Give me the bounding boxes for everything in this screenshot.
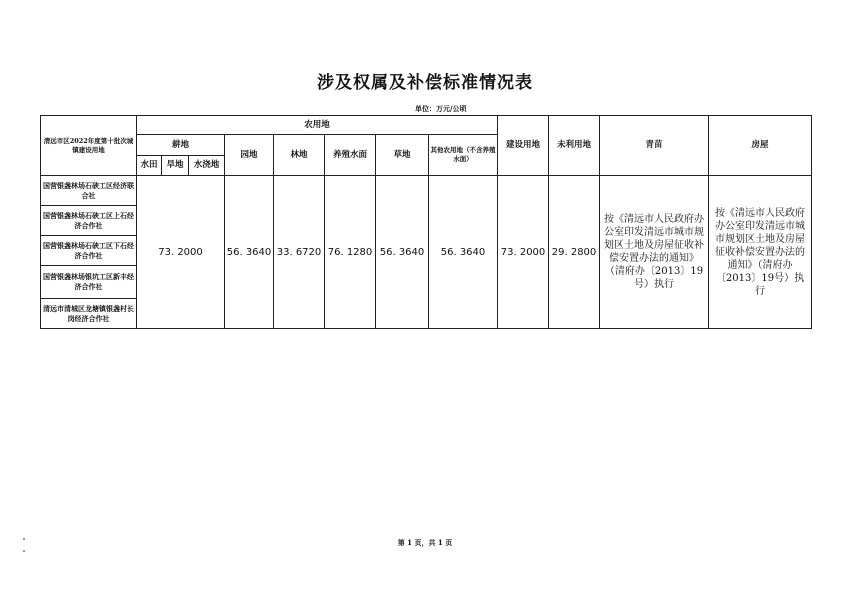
aquaculture-value: 76. 1280 <box>325 176 376 329</box>
paddy-header: 水田 <box>137 156 162 176</box>
compensation-table <box>40 115 812 329</box>
row-name: 国营银盏林场石硖工区下石经济合作社 <box>41 236 137 266</box>
aquaculture-header: 养殖水面 <box>325 135 376 176</box>
other-agri-header: 其他农用地（不含养殖水面） <box>429 135 498 176</box>
other-agri-value: 56. 3640 <box>429 176 498 329</box>
page-footer: 第 1 页，共 1 页 <box>397 538 453 547</box>
construction-header: 建设用地 <box>498 116 549 176</box>
agri-land-header: 农用地 <box>137 116 498 135</box>
housing-header: 房屋 <box>709 116 812 176</box>
unused-header: 未利用地 <box>549 116 600 176</box>
cultivated-value: 73. 2000 <box>137 176 225 329</box>
cultivated-header: 耕地 <box>137 135 225 156</box>
garden-value: 56. 3640 <box>225 176 274 329</box>
row-name: 国营银盏林场石硖工区经济联合社 <box>41 176 137 206</box>
housing-note: 按《清远市人民政府办公室印发清远市城市规划区土地及房屋征收补偿安置办法的通知》（清府办〔2013〕19号）执行 <box>709 176 812 329</box>
crops-note: 按《清远市人民政府办公室印发清远市城市规划区土地及房屋征收补偿安置办法的通知》（清府办〔2013〕19号）执行 <box>600 176 709 329</box>
forest-value: 33. 6720 <box>274 176 325 329</box>
crops-header: 青苗 <box>600 116 709 176</box>
corner-header: 清远市区2022年度第十批次城镇建设用地 <box>41 116 137 176</box>
unused-value: 29. 2800 <box>549 176 600 329</box>
table-row <box>41 176 812 206</box>
unit-label: 单位：万元/公顷 <box>415 104 467 113</box>
scan-speck <box>23 550 25 552</box>
row-name: 清远市清城区龙塘镇银盏村长岗经济合作社 <box>41 299 137 329</box>
construction-value: 73. 2000 <box>498 176 549 329</box>
row-name: 国营银盏林场石硖工区上石经济合作社 <box>41 206 137 236</box>
row-name: 国营银盏林场银坑工区新丰经济合作社 <box>41 266 137 299</box>
grass-header: 草地 <box>376 135 429 176</box>
scan-speck <box>23 538 25 540</box>
page-title: 涉及权属及补偿标准情况表 <box>317 73 533 93</box>
forest-header: 林地 <box>274 135 325 176</box>
dry-header: 旱地 <box>162 156 189 176</box>
irrigated-header: 水浇地 <box>189 156 225 176</box>
garden-header: 园地 <box>225 135 274 176</box>
grass-value: 56. 3640 <box>376 176 429 329</box>
